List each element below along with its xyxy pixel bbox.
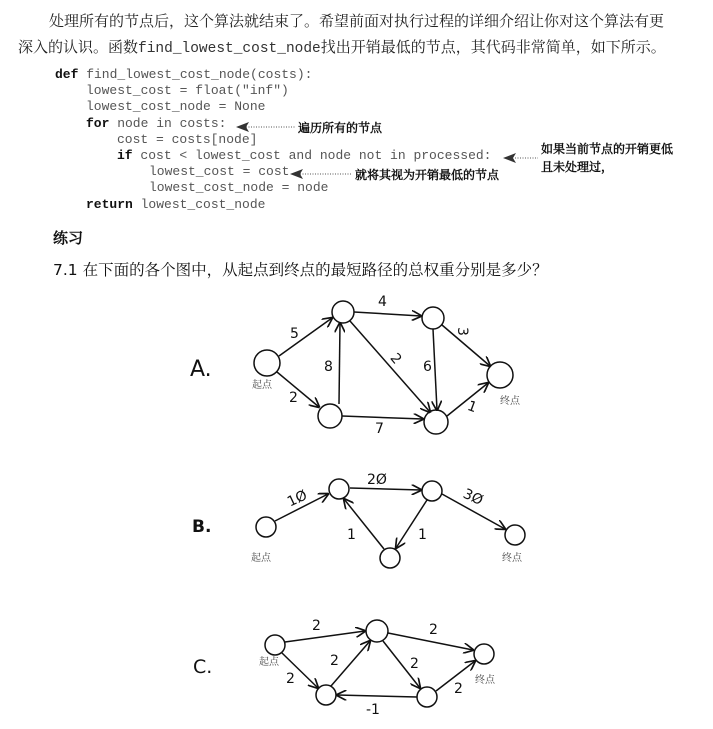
edge-weight: 1 bbox=[418, 527, 427, 543]
code-line: cost = costs[node] bbox=[117, 131, 258, 147]
edge-weight: 2 bbox=[289, 390, 298, 406]
node-right-top bbox=[422, 481, 442, 501]
edge-weight: 5 bbox=[290, 326, 299, 342]
edge-weight: 2 bbox=[410, 656, 419, 672]
edge-weight: 1Ø bbox=[284, 487, 310, 511]
edge-weight: 3Ø bbox=[460, 485, 486, 509]
annotation-condition-line-2: 且未处理过， bbox=[541, 160, 614, 174]
start-label: 起点 bbox=[259, 657, 279, 668]
node-bottom bbox=[380, 548, 400, 568]
start-label: 起点 bbox=[252, 380, 272, 391]
node-bottom-left bbox=[318, 404, 342, 428]
node-end bbox=[487, 362, 513, 388]
code-line: for node in costs: bbox=[86, 115, 227, 131]
graph-a bbox=[190, 294, 521, 437]
code-line: if cost < lowest_cost and node not in processed: bbox=[117, 147, 492, 163]
graph-c bbox=[193, 618, 496, 718]
node-top-right bbox=[422, 307, 444, 329]
end-label: 终点 bbox=[502, 553, 522, 564]
edge-weight: 4 bbox=[378, 294, 387, 310]
graph-b-label: B. bbox=[192, 517, 212, 537]
exercise-heading: 练习 bbox=[53, 229, 84, 247]
edge-weight: 6 bbox=[423, 359, 432, 375]
edge-weight: 7 bbox=[375, 421, 384, 437]
edge-weight: 2 bbox=[454, 681, 463, 697]
code-line: lowest_cost = cost bbox=[149, 164, 290, 180]
end-label: 终点 bbox=[475, 675, 495, 686]
start-label: 起点 bbox=[251, 553, 271, 564]
code-line: lowest_cost_node = None bbox=[86, 99, 266, 115]
edge-weight: -1 bbox=[366, 702, 380, 718]
code-line: lowest_cost = float("inf") bbox=[86, 83, 289, 99]
edge-weight: 2 bbox=[286, 671, 295, 687]
node-end bbox=[505, 525, 525, 545]
annotation-loop: 遍历所有的节点 bbox=[298, 121, 383, 135]
node-start bbox=[265, 635, 285, 655]
node-left-top bbox=[329, 479, 349, 499]
graph-b bbox=[192, 472, 525, 568]
node-bottom-left bbox=[316, 685, 336, 705]
code-line: lowest_cost_node = node bbox=[149, 180, 329, 196]
intro-line-2-prefix: 深入的认识。函数 bbox=[18, 38, 139, 56]
edge-weight: 2Ø bbox=[367, 472, 387, 488]
node-bottom-right bbox=[417, 687, 437, 707]
edge-weight: 2 bbox=[330, 653, 339, 669]
question-number: 7.1 bbox=[53, 261, 78, 279]
edge-weight: 3 bbox=[454, 327, 470, 336]
edge-weight: 8 bbox=[324, 359, 333, 375]
question-text: 在下面的各个图中，从起点到终点的最短路径的总权重分别是多少？ bbox=[77, 261, 548, 279]
edge-weight: 1 bbox=[465, 398, 480, 417]
intro-line-1: 处理所有的节点后，这个算法就结束了。希望前面对执行过程的详细介绍让你对这个算法有更 bbox=[49, 12, 665, 30]
end-label: 终点 bbox=[500, 396, 520, 407]
node-top-left bbox=[332, 301, 354, 323]
inline-code-function-name: find_lowest_cost_node bbox=[138, 41, 321, 57]
node-bottom-right bbox=[424, 410, 448, 434]
code-line: def find_lowest_cost_node(costs): bbox=[55, 67, 313, 82]
node-start bbox=[254, 350, 280, 376]
edge-weight: 2 bbox=[312, 618, 321, 634]
edge-weight: 1 bbox=[347, 527, 356, 543]
node-top bbox=[366, 620, 388, 642]
node-start bbox=[256, 517, 276, 537]
annotation-assign: 就将其视为开销最低的节点 bbox=[355, 168, 500, 182]
node-end bbox=[474, 644, 494, 664]
graph-a-label: A. bbox=[190, 357, 212, 382]
edge-weight: 2 bbox=[429, 622, 438, 638]
code-line: return lowest_cost_node bbox=[86, 196, 266, 212]
intro-line-2-suffix: 找出开销最低的节点，其代码非常简单，如下所示。 bbox=[320, 38, 666, 56]
graph-c-label: C. bbox=[193, 656, 213, 678]
annotation-condition-line-1: 如果当前节点的开销更低 bbox=[541, 142, 674, 156]
edge-weight: 2 bbox=[386, 350, 405, 368]
